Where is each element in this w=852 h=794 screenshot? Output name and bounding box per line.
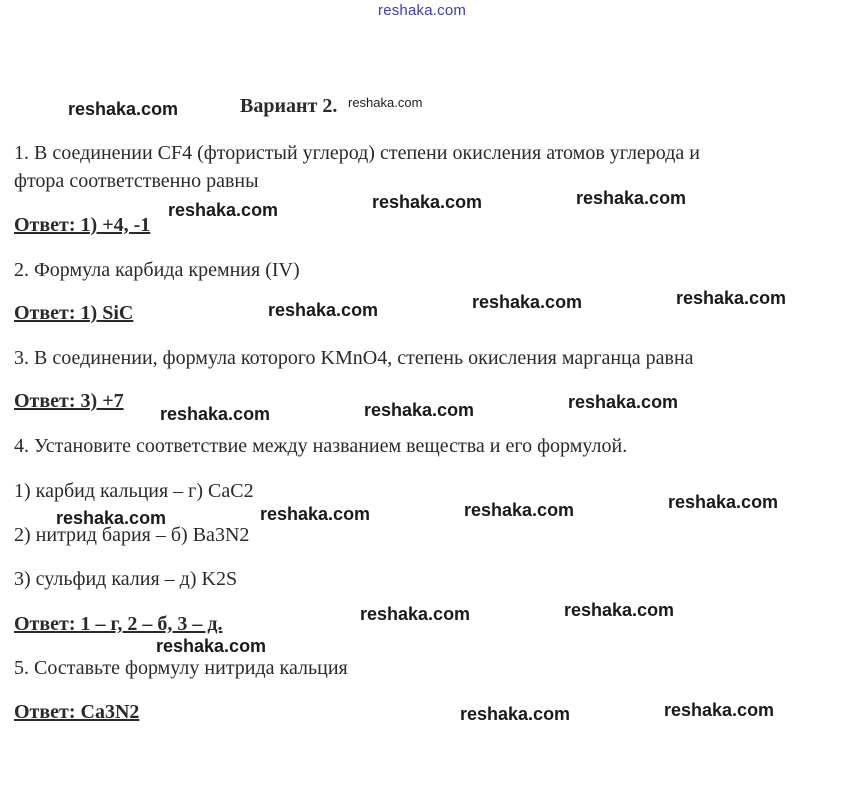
question-5-line-1: 5. Составьте формулу нитрида кальция bbox=[14, 657, 348, 679]
watermark: reshaka.com bbox=[664, 700, 775, 720]
watermark: reshaka.com bbox=[472, 292, 583, 312]
watermark: reshaka.com bbox=[260, 504, 371, 524]
site-link[interactable]: reshaka.com bbox=[378, 2, 467, 19]
watermark: reshaka.com bbox=[160, 404, 271, 424]
watermark: reshaka.com bbox=[68, 99, 179, 119]
watermark: reshaka.com bbox=[56, 508, 167, 528]
watermark: reshaka.com bbox=[372, 192, 483, 212]
question-4-match-1: 1) карбид кальция – г) CaC2 bbox=[14, 480, 254, 502]
watermark: reshaka.com bbox=[668, 492, 779, 512]
watermark: reshaka.com bbox=[348, 95, 423, 110]
watermark: reshaka.com bbox=[564, 600, 675, 620]
question-4-match-2: 2) нитрид бария – б) Ba3N2 bbox=[14, 524, 250, 546]
answer-2: Ответ: 1) SiC bbox=[14, 302, 134, 324]
question-4-line-1: 4. Установите соответствие между названием вещества и его формулой. bbox=[14, 435, 628, 457]
watermark: reshaka.com bbox=[156, 636, 267, 656]
watermark: reshaka.com bbox=[576, 188, 687, 208]
answer-5: Ответ: Ca3N2 bbox=[14, 701, 140, 723]
watermark: reshaka.com bbox=[360, 604, 471, 624]
watermark: reshaka.com bbox=[460, 704, 571, 724]
watermark: reshaka.com bbox=[268, 300, 379, 320]
variant-title: Вариант 2. bbox=[240, 95, 338, 117]
watermark: reshaka.com bbox=[676, 288, 787, 308]
question-1-line-1: 1. В соединении CF4 (фтористый углерод) степени окисления атомов углерода и bbox=[14, 142, 700, 164]
question-3-line-1: 3. В соединении, формула которого KMnO4, степень окисления марганца равна bbox=[14, 347, 694, 369]
answer-1: Ответ: 1) +4, -1 bbox=[14, 214, 151, 236]
answer-3: Ответ: 3) +7 bbox=[14, 390, 124, 412]
watermark: reshaka.com bbox=[464, 500, 575, 520]
question-2-line-1: 2. Формула карбида кремния (IV) bbox=[14, 259, 300, 281]
watermark: reshaka.com bbox=[168, 200, 279, 220]
watermark: reshaka.com bbox=[364, 400, 475, 420]
answer-4: Ответ: 1 – г, 2 – б, 3 – д. bbox=[14, 613, 223, 635]
watermark: reshaka.com bbox=[568, 392, 679, 412]
question-4-match-3: 3) сульфид калия – д) K2S bbox=[14, 568, 238, 590]
question-1-line-2: фтора соответственно равны bbox=[14, 170, 259, 192]
